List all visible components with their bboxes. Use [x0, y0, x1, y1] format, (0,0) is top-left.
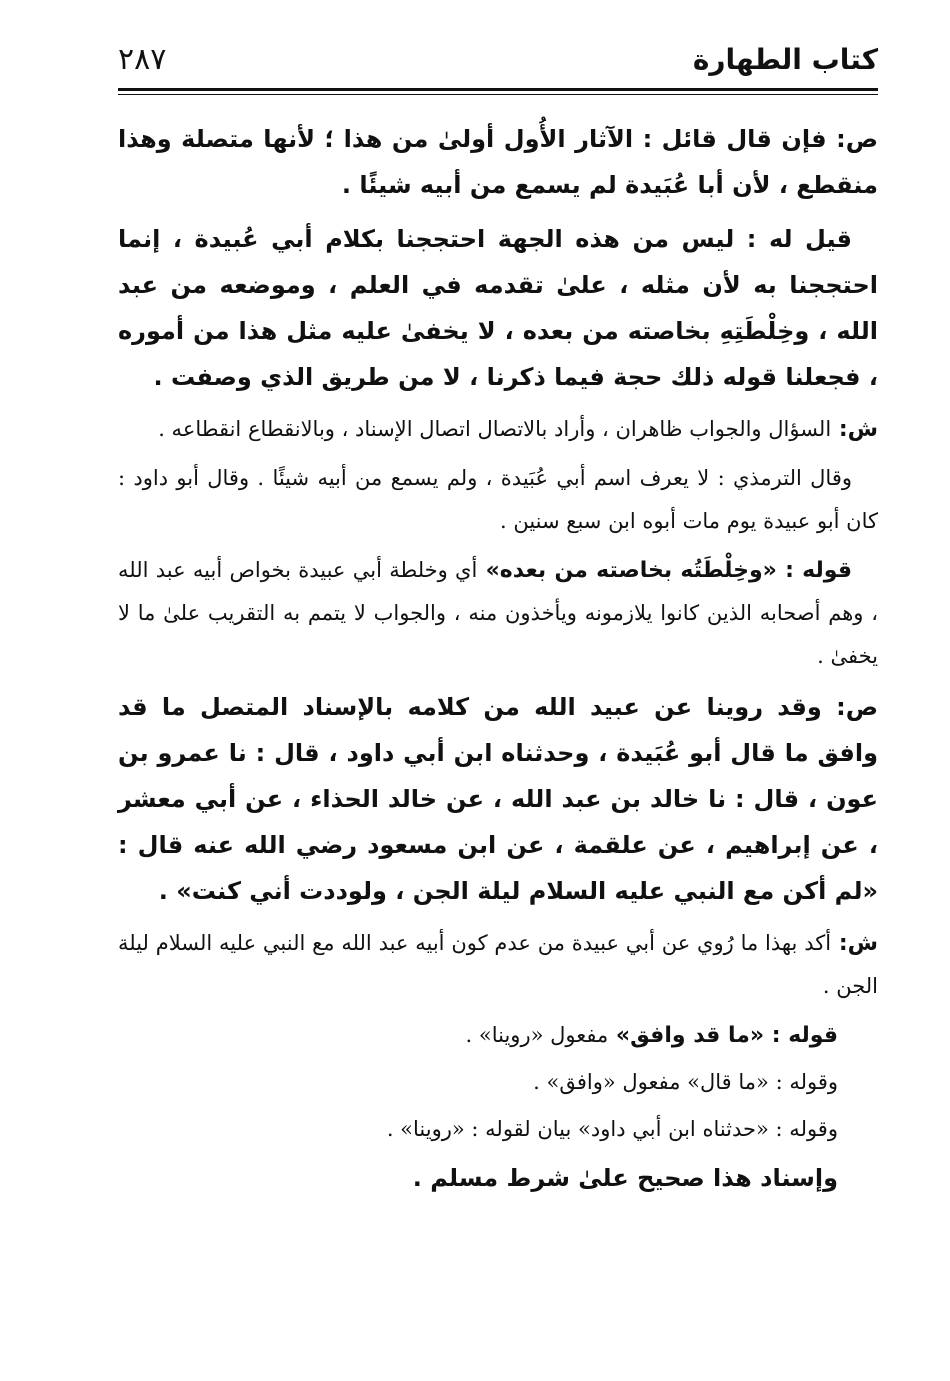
- page-body: [118, 116, 878, 1205]
- paragraph-lead: ش:: [831, 931, 878, 956]
- paragraph-text: وقد روينا عن عبيد الله من كلامه بالإسناد المتصل ما قد وافق ما قال أبو عُبَيدة ، وحدثناه ابن أبي داود ، قال : نا عمرو بن عون ، قال : نا خالد بن عبد الله ، عن خالد الحذاء ، عن أبي معشر ، عن إبراهيم ، عن علقمة ، عن ابن مسعود رضي الله عنه قال : «لم أكن مع النبي عليه السلام ليلة الجن ، ولوددت أني كنت» .: [118, 693, 878, 905]
- paragraph-text: أكد بهذا ما رُوي عن أبي عبيدة من عدم كون أبيه عبد الله مع النبي عليه السلام ليلة الجن .: [118, 931, 878, 998]
- page-number: ٢٨٧: [118, 42, 167, 77]
- commentary-paragraph: [118, 922, 878, 1008]
- paragraph-lead: ص:: [826, 125, 878, 153]
- header-rule-thin: [118, 94, 878, 95]
- paragraph-text: أي وخلطة أبي عبيدة بخواص أبيه عبد الله ، وهم أصحابه الذين كانوا يلازمونه ويأخذون منه ، والجواب لا يتمم به التقريب علىٰ ما لا يخفىٰ .: [118, 558, 878, 668]
- commentary-paragraph: [118, 457, 878, 543]
- text-paragraph: [118, 116, 878, 208]
- header-rule-thick: [118, 88, 878, 91]
- commentary-paragraph: [118, 408, 878, 451]
- paragraph-text: فإن قال قائل : الآثار الأُول أولىٰ من هذا ؛ لأنها متصلة وهذا منقطع ، لأن أبا عُبَيدة لم يسمع من أبيه شيئًا .: [118, 125, 878, 199]
- paragraph-text: قيل له : ليس من هذه الجهة احتججنا بكلام أبي عُبيدة ، إنما احتججنا به لأن مثله ، علىٰ تقدمه في العلم ، وموضعه من عبد الله ، وخِلْطَتِهِ بخاصته من بعده ، لا يخفىٰ عليه مثل هذا من أموره ، فجعلنا قوله ذلك حجة فيما ذكرنا ، لا من طريق الذي وصفت .: [118, 225, 878, 391]
- chapter-title: كتاب الطهارة: [692, 43, 878, 76]
- paragraph-text: وقوله : «حدثناه ابن أبي داود» بيان لقوله : «روينا» .: [386, 1117, 838, 1141]
- paragraph-text: وإسناد هذا صحيح علىٰ شرط مسلم .: [412, 1164, 838, 1192]
- paragraph-lead: ش:: [831, 417, 878, 442]
- paragraph-text: السؤال والجواب ظاهران ، وأراد بالاتصال اتصال الإسناد ، وبالانقطاع انقطاعه .: [158, 417, 832, 441]
- commentary-paragraph: [118, 549, 878, 678]
- book-page: [118, 38, 878, 1348]
- paragraph-lead: قوله : «وخِلْطَتُه بخاصته من بعده»: [477, 558, 852, 583]
- paragraph-lead: ص:: [821, 693, 878, 721]
- paragraph-text: مفعول «روينا» .: [465, 1023, 609, 1047]
- text-paragraph: [118, 216, 878, 400]
- paragraph-lead: قوله : «ما قد وافق»: [608, 1023, 838, 1048]
- commentary-paragraph: [118, 1108, 838, 1151]
- commentary-paragraph: [118, 1061, 838, 1104]
- text-paragraph: [118, 684, 878, 914]
- page-header: [118, 38, 878, 88]
- text-paragraph: [118, 1155, 838, 1201]
- paragraph-text: وقال الترمذي : لا يعرف اسم أبي عُبَيدة ، ولم يسمع من أبيه شيئًا . وقال أبو داود : كان أبو عبيدة يوم مات أبوه ابن سبع سنين .: [118, 466, 878, 533]
- paragraph-text: وقوله : «ما قال» مفعول «وافق» .: [533, 1070, 838, 1094]
- commentary-paragraph: [118, 1014, 838, 1057]
